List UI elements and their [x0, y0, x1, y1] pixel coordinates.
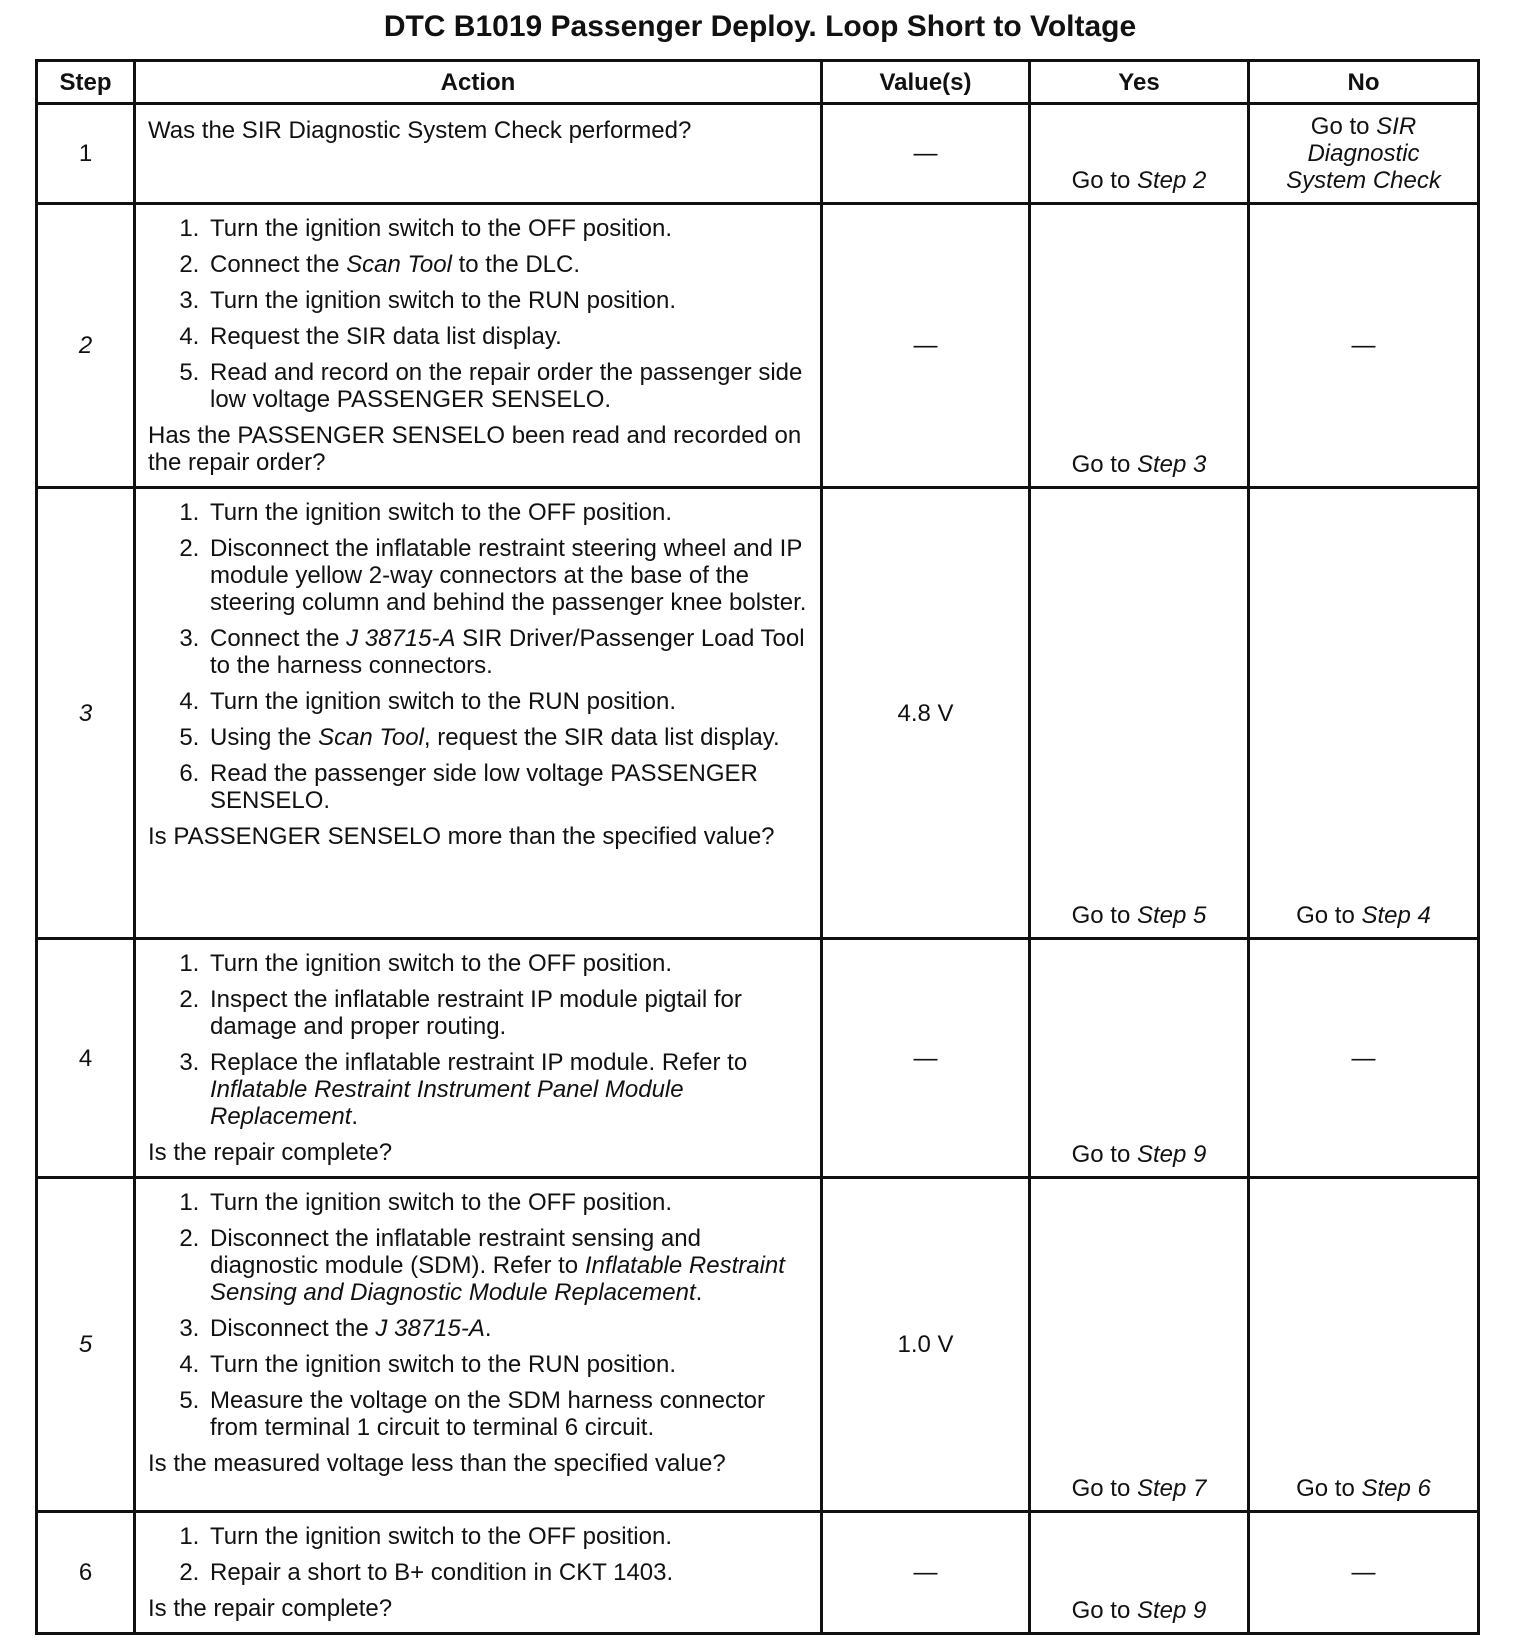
list-item: 1. Turn the ignition switch to the OFF position. [206, 215, 810, 242]
list-item: 1. Turn the ignition switch to the OFF position. [206, 1189, 810, 1216]
yes-step-ref: Step 2 [1136, 167, 1207, 194]
list-item: 5. Using the Scan Tool, request the SIR data list display. [206, 724, 810, 751]
list-item: 2. Connect the Scan Tool to the DLC. [206, 251, 810, 278]
list-item: 5. Measure the voltage on the SDM harness connector from terminal 1 circuit to terminal 6 circuit. [206, 1387, 810, 1441]
list-item: 4. Request the SIR data list display. [206, 323, 810, 350]
list-item: 3. Replace the inflatable restraint IP module. Refer to Inflatable Restraint Instrument Panel Module Replacement. [206, 1049, 810, 1130]
action-cell [135, 1512, 822, 1634]
action-list [148, 1523, 810, 1586]
no-cell: — [1249, 1512, 1479, 1634]
step-number: 2 [37, 204, 135, 488]
page-title: DTC B1019 Passenger Deploy. Loop Short to Voltage [383, 10, 1137, 43]
value-cell: 4.8 V [822, 488, 1030, 939]
value-cell: — [822, 1512, 1030, 1634]
action-list [148, 499, 810, 814]
action-cell [135, 488, 822, 939]
header-action: Action [135, 61, 822, 104]
yes-cell: Go to Step 3 [1030, 204, 1249, 488]
header-values: Value(s) [822, 61, 1030, 104]
table-row-step-3 [37, 488, 1479, 939]
list-item: 4. Turn the ignition switch to the RUN position. [206, 1351, 810, 1378]
yes-step-ref: Step 9 [1136, 1597, 1207, 1624]
diagnostic-table [35, 59, 1480, 1635]
list-item: 2. Inspect the inflatable restraint IP module pigtail for damage and proper routing. [206, 986, 810, 1040]
action-cell [135, 104, 822, 204]
value-cell: 1.0 V [822, 1178, 1030, 1512]
table-row-step-1 [37, 104, 1479, 204]
step-number: 6 [37, 1512, 135, 1634]
value-cell: — [822, 939, 1030, 1178]
yes-step-ref: Step 7 [1136, 1475, 1207, 1502]
table-row-step-5 [37, 1178, 1479, 1512]
list-item: 6. Read the passenger side low voltage PASSENGER SENSELO. [206, 760, 810, 814]
header-yes: Yes [1030, 61, 1249, 104]
yes-cell: Go to Step 7 [1030, 1178, 1249, 1512]
step-question: Is the repair complete? [148, 1139, 393, 1166]
table-row-step-4 [37, 939, 1479, 1178]
value-cell: — [822, 204, 1030, 488]
yes-cell: Go to Step 2 [1030, 104, 1249, 204]
action-list [148, 1189, 810, 1441]
list-item: 3. Connect the J 38715-A SIR Driver/Passenger Load Tool to the harness connectors. [206, 625, 810, 679]
yes-step-ref: Step 9 [1136, 1141, 1207, 1168]
yes-cell: Go to Step 9 [1030, 1512, 1249, 1634]
list-item: 2. Disconnect the inflatable restraint steering wheel and IP module yellow 2-way connectors at the base of the steering column and behind the passenger knee bolster. [206, 535, 810, 616]
header-step: Step [37, 61, 135, 104]
no-cell: Go to SIR Diagnostic System Check [1249, 104, 1479, 204]
step-question: Has the PASSENGER SENSELO been read and recorded on the repair order? [148, 422, 802, 476]
action-list [148, 950, 810, 1130]
yes-cell: Go to Step 5 [1030, 488, 1249, 939]
step-number: 5 [37, 1178, 135, 1512]
step-number: 4 [37, 939, 135, 1178]
step-question: Is the repair complete? [148, 1595, 393, 1622]
step-number: 3 [37, 488, 135, 939]
list-item: 2. Disconnect the inflatable restraint sensing and diagnostic module (SDM). Refer to Inflatable Restraint Sensing and Diagnostic Module Replacement. [206, 1225, 810, 1306]
list-item: 3. Disconnect the J 38715-A. [206, 1315, 810, 1342]
table-row-step-2 [37, 204, 1479, 488]
list-item: 1. Turn the ignition switch to the OFF position. [206, 1523, 810, 1550]
yes-step-ref: Step 5 [1136, 902, 1207, 929]
no-step-ref: Step 4 [1361, 902, 1431, 929]
yes-step-ref: Step 3 [1136, 451, 1207, 478]
list-item: 2. Repair a short to B+ condition in CKT 1403. [206, 1559, 810, 1586]
action-cell [135, 939, 822, 1178]
action-list [148, 215, 810, 413]
no-cell: — [1249, 939, 1479, 1178]
yes-cell: Go to Step 9 [1030, 939, 1249, 1178]
no-step-ref: SIR Diagnostic System Check [1286, 113, 1441, 194]
action-cell [135, 1178, 822, 1512]
value-cell: — [822, 104, 1030, 204]
action-cell [135, 204, 822, 488]
list-item: 1. Turn the ignition switch to the OFF position. [206, 499, 810, 526]
no-cell: — [1249, 204, 1479, 488]
list-item: 3. Turn the ignition switch to the RUN position. [206, 287, 810, 314]
header-row [37, 61, 1479, 104]
step-question: Was the SIR Diagnostic System Check performed? [148, 117, 692, 144]
step-question: Is the measured voltage less than the specified value? [148, 1450, 726, 1477]
step-question: Is PASSENGER SENSELO more than the specified value? [148, 823, 775, 850]
table-row-step-6 [37, 1512, 1479, 1634]
step-number: 1 [37, 104, 135, 204]
no-cell: Go to Step 4 [1249, 488, 1479, 939]
list-item: 1. Turn the ignition switch to the OFF position. [206, 950, 810, 977]
header-no: No [1249, 61, 1479, 104]
no-step-ref: Step 6 [1361, 1475, 1431, 1502]
no-cell: Go to Step 6 [1249, 1178, 1479, 1512]
list-item: 4. Turn the ignition switch to the RUN position. [206, 688, 810, 715]
list-item: 5. Read and record on the repair order the passenger side low voltage PASSENGER SENSELO. [206, 359, 810, 413]
